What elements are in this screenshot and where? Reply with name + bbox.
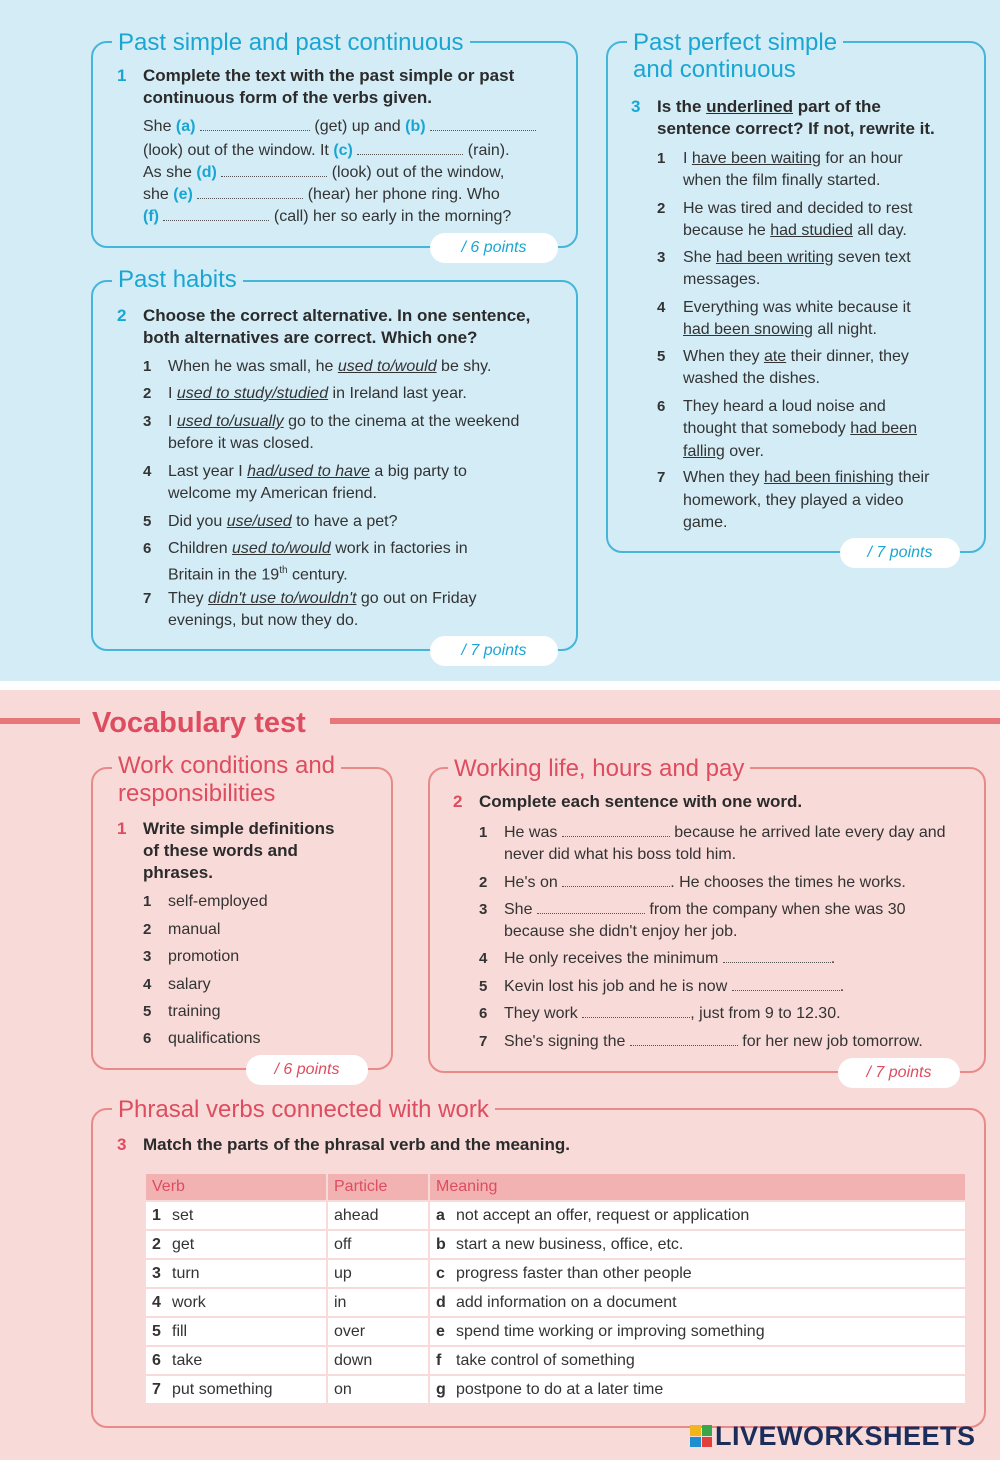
- question-text: continuous form of the verbs given.: [143, 88, 433, 107]
- question-text: sentence correct? If not, rewrite it.: [657, 119, 935, 138]
- answer-gap[interactable]: [630, 1032, 738, 1046]
- sentence: They work , just from 9 to 12.30.: [504, 1005, 841, 1022]
- item-number: 2: [657, 200, 666, 217]
- verb-cell[interactable]: 1 set: [146, 1202, 326, 1229]
- meaning-header: Meaning: [430, 1174, 965, 1200]
- points-badge: / 7 points: [430, 636, 558, 666]
- item-text[interactable]: Everything was white because it: [683, 299, 911, 316]
- phrasal-verbs-table: [144, 1172, 967, 1405]
- item-text[interactable]: I have been waiting for an hour: [683, 150, 903, 167]
- question-text: Is the underlined part of the: [657, 97, 881, 116]
- answer-gap[interactable]: [582, 1004, 690, 1018]
- points-badge: / 7 points: [838, 1058, 960, 1088]
- answer-gap[interactable]: [200, 117, 310, 131]
- item-text-cont: Britain in the 19th century.: [168, 565, 348, 584]
- item-text-cont: evenings, but now they do.: [168, 612, 359, 629]
- answer-gap[interactable]: [723, 949, 831, 963]
- gap-label: (d): [196, 164, 217, 181]
- gap-label: (a): [175, 118, 196, 135]
- item-text-cont: washed the dishes.: [683, 370, 820, 387]
- vocab-title-bar-left: [0, 718, 80, 724]
- particle-cell[interactable]: in: [328, 1289, 428, 1316]
- item-text[interactable]: Children used to/would work in factories in: [168, 540, 468, 557]
- sentence: He only receives the minimum .: [504, 950, 836, 967]
- verb-cell[interactable]: 4 work: [146, 1289, 326, 1316]
- item-number: 5: [143, 1003, 152, 1020]
- answer-gap[interactable]: [562, 823, 670, 837]
- item-text[interactable]: When they had been finishing their: [683, 469, 930, 486]
- item-number: 1: [657, 150, 666, 167]
- answer-gap[interactable]: [163, 207, 269, 221]
- question-text: both alternatives are correct. Which one?: [143, 328, 478, 347]
- item-number: 5: [143, 513, 152, 530]
- past-perfect-title: Past perfect simple: [627, 29, 843, 57]
- table-row: [146, 1202, 965, 1229]
- item-text-cont: thought that somebody had been: [683, 420, 917, 437]
- work-conditions-box: [91, 767, 393, 1070]
- item-text[interactable]: She had been writing seven text: [683, 249, 911, 266]
- past-simple-title: Past simple and past continuous: [112, 29, 470, 57]
- gap-label: (b): [405, 118, 426, 135]
- item-text[interactable]: He was tired and decided to rest: [683, 200, 913, 217]
- question-text: Match the parts of the phrasal verb and the meaning.: [143, 1135, 570, 1154]
- item-number: 6: [479, 1005, 488, 1022]
- work-conditions-title-2: responsibilities: [112, 780, 281, 808]
- gap-label: (c): [333, 142, 353, 159]
- item-number: 3: [479, 901, 488, 918]
- question-number: 3: [631, 97, 641, 116]
- meaning-cell[interactable]: c progress faster than other people: [430, 1260, 965, 1287]
- question-number: 1: [117, 819, 127, 838]
- item-text[interactable]: Did you use/used to have a pet?: [168, 513, 398, 530]
- item-text-cont: before it was closed.: [168, 435, 314, 452]
- sentence: He was because he arrived late every day and: [504, 824, 946, 841]
- answer-gap[interactable]: [430, 117, 536, 131]
- question-text: of these words and: [143, 841, 298, 860]
- item-number: 4: [143, 976, 152, 993]
- item-number: 7: [143, 590, 152, 607]
- item-text-cont: messages.: [683, 271, 761, 288]
- question-text: Complete the text with the past simple or past: [143, 66, 515, 85]
- item-text-cont: had been snowing all night.: [683, 321, 877, 338]
- item-text-cont: when the film finally started.: [683, 172, 881, 189]
- gap-label: (e): [173, 186, 193, 203]
- verb-header: Verb: [146, 1174, 326, 1200]
- phrasal-verbs-title: Phrasal verbs connected with work: [112, 1096, 495, 1124]
- points-badge: / 7 points: [840, 538, 960, 568]
- item-number: 6: [143, 1030, 152, 1047]
- question-number: 1: [117, 66, 127, 85]
- answer-gap[interactable]: [221, 163, 327, 177]
- particle-cell[interactable]: ahead: [328, 1202, 428, 1229]
- points-badge: / 6 points: [246, 1055, 368, 1085]
- table-row: [146, 1318, 965, 1345]
- item-number: 2: [143, 385, 152, 402]
- question-number: 2: [117, 306, 127, 325]
- item-number: 5: [479, 978, 488, 995]
- item-number: 1: [479, 824, 488, 841]
- table-row: [146, 1289, 965, 1316]
- item-number: 6: [657, 398, 666, 415]
- question-text: Choose the correct alternative. In one sentence,: [143, 306, 531, 325]
- working-life-title: Working life, hours and pay: [448, 755, 750, 783]
- item-number: 3: [657, 249, 666, 266]
- table-header-row: [146, 1174, 965, 1200]
- section-divider: [0, 681, 1000, 690]
- particle-cell[interactable]: up: [328, 1260, 428, 1287]
- word-item[interactable]: promotion: [168, 948, 240, 965]
- item-text-cont: because he had studied all day.: [683, 222, 907, 239]
- logo-mark-icon: [690, 1425, 712, 1447]
- item-number: 5: [657, 348, 666, 365]
- item-text[interactable]: Last year I had/used to have a big party to: [168, 463, 467, 480]
- item-number: 6: [143, 540, 152, 557]
- item-text[interactable]: When they ate their dinner, they: [683, 348, 909, 365]
- vocabulary-test-title: Vocabulary test: [86, 706, 312, 740]
- item-number: 1: [143, 358, 152, 375]
- sentence: She's signing the for her new job tomorrow.: [504, 1033, 923, 1050]
- answer-gap[interactable]: [562, 873, 670, 887]
- item-number: 4: [479, 950, 488, 967]
- meaning-cell[interactable]: b start a new business, office, etc.: [430, 1231, 965, 1258]
- particle-cell[interactable]: down: [328, 1347, 428, 1374]
- sentence-cont: because she didn't enjoy her job.: [504, 923, 738, 940]
- question-number: 2: [453, 792, 463, 811]
- meaning-cell[interactable]: f take control of something: [430, 1347, 965, 1374]
- particle-header: Particle: [328, 1174, 428, 1200]
- past-habits-title: Past habits: [112, 266, 243, 294]
- verb-cell[interactable]: 7 put something: [146, 1376, 326, 1403]
- item-number: 3: [143, 413, 152, 430]
- particle-cell[interactable]: off: [328, 1231, 428, 1258]
- item-text[interactable]: I used to/usually go to the cinema at the weekend: [168, 413, 520, 430]
- meaning-cell[interactable]: e spend time working or improving something: [430, 1318, 965, 1345]
- item-text[interactable]: They didn't use to/wouldn't go out on Friday: [168, 590, 477, 607]
- table-row: [146, 1231, 965, 1258]
- word-item[interactable]: manual: [168, 921, 221, 938]
- verb-cell[interactable]: 5 fill: [146, 1318, 326, 1345]
- verb-cell[interactable]: 3 turn: [146, 1260, 326, 1287]
- word-item[interactable]: self-employed: [168, 893, 268, 910]
- answer-gap[interactable]: [357, 141, 463, 155]
- points-badge: / 6 points: [430, 233, 558, 263]
- sentence: Kevin lost his job and he is now .: [504, 978, 845, 995]
- work-conditions-title: Work conditions and: [112, 752, 341, 780]
- item-number: 4: [657, 299, 666, 316]
- table-row: [146, 1347, 965, 1374]
- item-text-cont: game.: [683, 514, 728, 531]
- text-line: she (e) (hear) her phone ring. Who: [143, 186, 500, 203]
- answer-gap[interactable]: [197, 185, 303, 199]
- logo-text: LIVEWORKSHEETS: [715, 1420, 976, 1451]
- question-text: phrases.: [143, 863, 213, 882]
- gap-label: (f): [143, 208, 159, 225]
- verb-cell[interactable]: 6 take: [146, 1347, 326, 1374]
- item-number: 3: [143, 948, 152, 965]
- item-text-cont: welcome my American friend.: [168, 485, 377, 502]
- text-line: As she (d) (look) out of the window,: [143, 164, 505, 181]
- item-number: 7: [479, 1033, 488, 1050]
- table-row: [146, 1260, 965, 1287]
- word-item[interactable]: salary: [168, 976, 211, 993]
- item-text-cont: falling over.: [683, 443, 764, 460]
- vocab-title-bar-right: [330, 718, 1000, 724]
- meaning-cell[interactable]: a not accept an offer, request or application: [430, 1202, 965, 1229]
- item-text[interactable]: When he was small, he used to/would be shy.: [168, 358, 492, 375]
- item-text[interactable]: I used to study/studied in Ireland last year.: [168, 385, 467, 402]
- item-text[interactable]: They heard a loud noise and: [683, 398, 886, 415]
- item-number: 7: [657, 469, 666, 486]
- particle-cell[interactable]: on: [328, 1376, 428, 1403]
- sentence: She from the company when she was 30: [504, 901, 906, 918]
- verb-cell[interactable]: 2 get: [146, 1231, 326, 1258]
- meaning-cell[interactable]: d add information on a document: [430, 1289, 965, 1316]
- item-number: 2: [479, 874, 488, 891]
- item-number: 2: [143, 921, 152, 938]
- question-text: Complete each sentence with one word.: [479, 792, 803, 811]
- answer-gap[interactable]: [732, 977, 840, 991]
- past-perfect-title-2: and continuous: [627, 56, 802, 84]
- word-item[interactable]: training: [168, 1003, 221, 1020]
- liveworksheets-logo[interactable]: [690, 1420, 976, 1452]
- item-text-cont: homework, they played a video: [683, 492, 904, 509]
- question-number: 3: [117, 1135, 127, 1154]
- table-row: [146, 1376, 965, 1403]
- particle-cell[interactable]: over: [328, 1318, 428, 1345]
- sentence: He's on . He chooses the times he works.: [504, 874, 906, 891]
- question-text: Write simple definitions: [143, 819, 335, 838]
- text-line: She (a) (get) up and (b): [143, 116, 536, 138]
- word-item[interactable]: qualifications: [168, 1030, 261, 1047]
- sentence-cont: never did what his boss told him.: [504, 846, 737, 863]
- text-line: (f) (call) her so early in the morning?: [143, 208, 512, 225]
- answer-gap[interactable]: [537, 900, 645, 914]
- item-number: 1: [143, 893, 152, 910]
- item-number: 4: [143, 463, 152, 480]
- meaning-cell[interactable]: g postpone to do at a later time: [430, 1376, 965, 1403]
- text-line: (look) out of the window. It (c) (rain).: [143, 142, 510, 159]
